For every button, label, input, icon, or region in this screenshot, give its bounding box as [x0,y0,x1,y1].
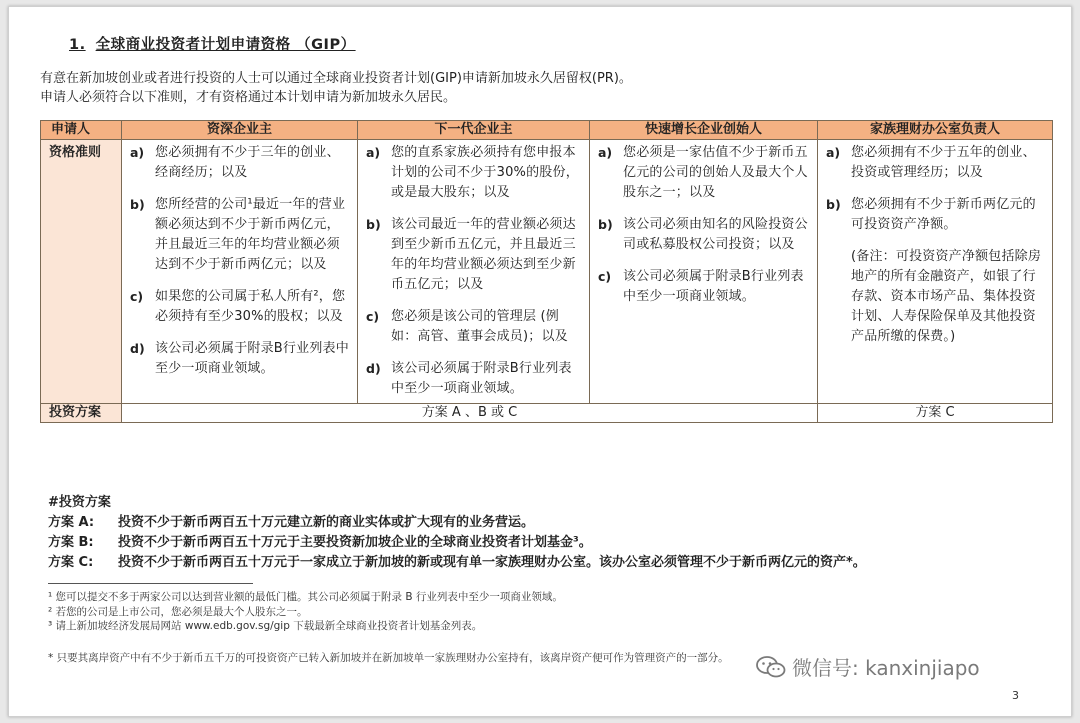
criteria-col-senior [122,140,358,404]
footnote-3: ³ 请上新加坡经济发展局网站 www.edb.gov.sg/gip 下载最新全球商业投资者计划基金列表。 [48,620,483,632]
page-number: 3 [1012,689,1019,702]
item-label: a) [130,145,145,160]
wechat-icon [756,655,786,679]
item-label: b) [366,217,381,232]
list-item [130,143,349,183]
intro-line-1: 有意在新加坡创业或者进行投资的人士可以通过全球商业投资者计划(GIP)申请新加坡永久居留权(PR)。 [40,71,632,86]
list-item [366,307,581,347]
item-text: 您必须是一家估值不少于新币五亿元的公司的创始人及最大个人股东之一；以及 [623,145,808,200]
list-item [130,287,349,327]
list-item [366,143,581,203]
plans-heading: #投资方案 [48,495,111,510]
watermark-text: 微信号: kanxinjiapo [792,656,980,680]
criteria-col-family-office [818,140,1053,404]
item-label: d) [130,341,145,356]
plan-label: 方案 B: [48,535,94,550]
item-label: a) [826,145,841,160]
plans-c-cell: 方案 C [818,404,1053,423]
plans-label: 投资方案 [41,404,122,423]
section-number: 1. [69,37,86,53]
list-item [366,359,581,399]
plan-text: 投资不少于新币两百五十万元于一家成立于新加坡的新或现有单一家族理财办公室。该办公室必须管理不少于新币两亿元的资产*。 [118,555,866,570]
document-page [8,6,1072,717]
list-item [826,247,1044,347]
item-text: 您所经营的公司¹最近一年的营业额必须达到不少于新币两亿元，并且最近三年的年均营业额必须达到不少于新币两亿元；以及 [155,197,346,272]
plan-text: 投资不少于新币两百五十万元建立新的商业实体或扩大现有的业务营运。 [118,515,535,530]
item-note: (备注：可投资资产净额包括除房地产的所有金融资产，如银了行存款、资本市场产品、集体投资计划、人寿保险保单及其他投资产品所缴的保费。) [851,249,1042,344]
watermark [752,652,984,681]
list-item [826,195,1044,235]
header-applicant: 申请人 [41,121,122,140]
criteria-col-fast-growth [590,140,818,404]
list-item [598,267,809,307]
item-text: 该公司必须属于附录B行业列表中至少一项商业领域。 [391,361,572,396]
footnote-divider [48,583,253,584]
section-title [69,33,356,54]
footnote-star: * 只要其离岸资产中有不少于新币五千万的可投资资产已转入新加坡并在新加坡单一家族理财办公室持有，该离岸资产便可作为管理资产的一部分。 [48,651,729,664]
footnote-2: ² 若您的公司是上市公司，您必须是最大个人股东之一。 [48,605,308,618]
item-text: 该公司必须属于附录B行业列表中至少一项商业领域。 [155,341,349,376]
investment-plans [48,493,866,573]
item-label: a) [598,145,613,160]
item-text: 该公司必须由知名的风险投资公司或私募股权公司投资；以及 [623,217,808,252]
header-senior-owner: 资深企业主 [122,121,358,140]
plans-abc-cell: 方案 A 、B 或 C [122,404,818,423]
header-next-gen-owner: 下一代企业主 [358,121,590,140]
item-label: b) [598,217,613,232]
plan-text: 投资不少于新币两百五十万元于主要投资新加坡企业的全球商业投资者计划基金³。 [118,535,592,550]
plan-row [48,553,866,573]
list-item [366,215,581,295]
criteria-col-next-gen [358,140,590,404]
plan-label: 方案 A: [48,515,95,530]
list-item [130,339,349,379]
item-text: 您必须拥有不少于五年的创业、投资或管理经历；以及 [851,145,1036,180]
intro-paragraph [40,69,632,107]
item-label: d) [366,361,381,376]
list-item [130,195,349,275]
item-text: 您必须拥有不少于三年的创业、经商经历；以及 [155,145,340,180]
item-label: b) [826,197,841,212]
plan-row [48,513,866,533]
header-family-office-head: 家族理财办公室负责人 [818,121,1053,140]
criteria-row [41,140,1053,404]
section-title-text: 全球商业投资者计划申请资格 （GIP） [95,37,356,53]
item-text: 您的直系家族必须持有您申报本计划的公司不少于30%的股份，或是最大股东；以及 [391,145,579,200]
eligibility-table [40,120,1053,423]
item-label: c) [130,289,144,304]
plan-label: 方案 C: [48,555,94,570]
list-item [598,215,809,255]
item-text: 该公司必须属于附录B行业列表中至少一项商业领域。 [623,269,804,304]
criteria-label: 资格准则 [41,140,122,404]
item-label: c) [366,309,380,324]
footnotes [48,590,729,665]
item-label: c) [598,269,612,284]
item-label: b) [130,197,145,212]
item-text: 如果您的公司属于私人所有²，您必须持有至少30%的股权；以及 [155,289,346,324]
footnote-1: ¹ 您可以提交不多于两家公司以达到营业额的最低门槛。其公司必须属于附录 B 行业列表中至少一项商业领域。 [48,591,563,603]
intro-line-2: 申请人必须符合以下准则，才有资格通过本计划申请为新加坡永久居民。 [40,90,457,105]
list-item [826,143,1044,183]
plans-row [41,404,1053,423]
plan-row [48,533,866,553]
table-header-row [41,121,1053,140]
item-text: 您必须拥有不少于新币两亿元的可投资资产净额。 [851,197,1036,232]
list-item [598,143,809,203]
item-text: 该公司最近一年的营业额必须达到至少新币五亿元，并且最近三年的年均营业额必须达到至少新币五亿元；以及 [391,217,576,292]
item-text: 您必须是该公司的管理层 (例如：高管、董事会成员)；以及 [391,309,568,344]
header-fast-growth-founder: 快速增长企业创始人 [590,121,818,140]
item-label: a) [366,145,381,160]
